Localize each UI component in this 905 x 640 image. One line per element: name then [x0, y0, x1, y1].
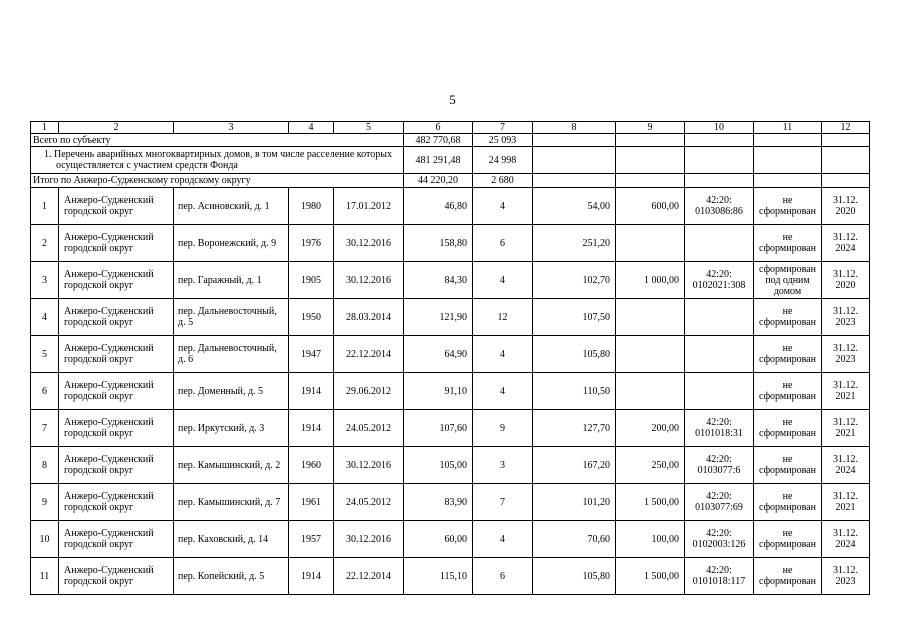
municipality-cell: Анжеро-Судженский городской округ [59, 558, 174, 595]
municipality-cell: Анжеро-Судженский городской округ [59, 225, 174, 262]
deadline-cell: 31.12. 2023 [822, 299, 870, 336]
status-cell: сформирован под одним домом [754, 262, 822, 299]
area-cell: 91,10 [404, 373, 473, 410]
year-cell: 1960 [289, 447, 334, 484]
col9-cell [616, 299, 685, 336]
area-cell: 64,90 [404, 336, 473, 373]
deadline-cell: 31.12. 2024 [822, 225, 870, 262]
col9-cell: 250,00 [616, 447, 685, 484]
deadline-cell: 31.12. 2021 [822, 410, 870, 447]
address-cell: пер. Камышинский, д. 7 [174, 484, 289, 521]
col8-cell: 54,00 [533, 188, 616, 225]
municipality-cell: Анжеро-Судженский городской округ [59, 373, 174, 410]
col9-cell [616, 225, 685, 262]
row-number: 2 [31, 225, 59, 262]
column-number: 8 [533, 122, 616, 134]
deadline-cell: 31.12. 2021 [822, 484, 870, 521]
col9-cell: 200,00 [616, 410, 685, 447]
municipality-cell: Анжеро-Судженский городской округ [59, 299, 174, 336]
people-cell: 4 [473, 373, 533, 410]
column-number: 11 [754, 122, 822, 134]
status-cell: не сформирован [754, 225, 822, 262]
table-row [31, 521, 870, 558]
address-cell: пер. Дальневосточный, д. 6 [174, 336, 289, 373]
date-cell: 24.05.2012 [334, 484, 404, 521]
row-number: 6 [31, 373, 59, 410]
col9-cell [616, 336, 685, 373]
status-cell: не сформирован [754, 484, 822, 521]
area-cell: 84,30 [404, 262, 473, 299]
row-number: 7 [31, 410, 59, 447]
fund-section-label: 1. Перечень аварийных многоквартирных домов, в том числе расселение которых осуществляется с участием средств Фонда [31, 147, 404, 174]
table-row [31, 188, 870, 225]
address-cell: пер. Доменный, д. 5 [174, 373, 289, 410]
people-cell: 4 [473, 521, 533, 558]
address-cell: пер. Каховский, д. 14 [174, 521, 289, 558]
people-cell: 9 [473, 410, 533, 447]
col9-cell [616, 373, 685, 410]
people-cell: 3 [473, 447, 533, 484]
status-cell: не сформирован [754, 558, 822, 595]
row-number: 1 [31, 188, 59, 225]
address-cell: пер. Воронежский, д. 9 [174, 225, 289, 262]
col9-cell: 600,00 [616, 188, 685, 225]
col8-cell: 127,70 [533, 410, 616, 447]
fund-section-row [31, 147, 870, 174]
fund-section-area: 481 291,48 [404, 147, 473, 174]
col8-cell: 105,80 [533, 336, 616, 373]
row-number: 11 [31, 558, 59, 595]
address-cell: пер. Иркутский, д. 3 [174, 410, 289, 447]
cadastral-cell [685, 225, 754, 262]
total-subject-label: Всего по субъекту [31, 134, 404, 147]
deadline-cell: 31.12. 2020 [822, 262, 870, 299]
status-cell: не сформирован [754, 299, 822, 336]
municipality-total-row [31, 174, 870, 188]
year-cell: 1905 [289, 262, 334, 299]
status-cell: не сформирован [754, 521, 822, 558]
table-row [31, 373, 870, 410]
year-cell: 1980 [289, 188, 334, 225]
area-cell: 46,80 [404, 188, 473, 225]
column-number: 1 [31, 122, 59, 134]
deadline-cell: 31.12. 2021 [822, 373, 870, 410]
status-cell: не сформирован [754, 373, 822, 410]
year-cell: 1914 [289, 558, 334, 595]
municipality-cell: Анжеро-Судженский городской округ [59, 447, 174, 484]
deadline-cell: 31.12. 2020 [822, 188, 870, 225]
area-cell: 115,10 [404, 558, 473, 595]
year-cell: 1914 [289, 373, 334, 410]
area-cell: 158,80 [404, 225, 473, 262]
municipality-cell: Анжеро-Судженский городской округ [59, 484, 174, 521]
date-cell: 22.12.2014 [334, 558, 404, 595]
date-cell: 22.12.2014 [334, 336, 404, 373]
deadline-cell: 31.12. 2023 [822, 558, 870, 595]
municipality-total-area: 44 220,20 [404, 174, 473, 188]
date-cell: 29.06.2012 [334, 373, 404, 410]
cadastral-cell [685, 336, 754, 373]
people-cell: 4 [473, 336, 533, 373]
table-row [31, 484, 870, 521]
people-cell: 6 [473, 225, 533, 262]
fund-section-people: 24 998 [473, 147, 533, 174]
column-number: 3 [174, 122, 289, 134]
col9-cell: 100,00 [616, 521, 685, 558]
cadastral-cell: 42:20: 0103077:6 [685, 447, 754, 484]
row-number: 5 [31, 336, 59, 373]
table-row [31, 299, 870, 336]
deadline-cell: 31.12. 2024 [822, 447, 870, 484]
people-cell: 7 [473, 484, 533, 521]
year-cell: 1914 [289, 410, 334, 447]
col8-cell: 107,50 [533, 299, 616, 336]
status-cell: не сформирован [754, 410, 822, 447]
deadline-cell: 31.12. 2023 [822, 336, 870, 373]
cadastral-cell: 42:20: 0101018:31 [685, 410, 754, 447]
col8-cell: 102,70 [533, 262, 616, 299]
year-cell: 1961 [289, 484, 334, 521]
area-cell: 121,90 [404, 299, 473, 336]
table-row [31, 336, 870, 373]
municipality-cell: Анжеро-Судженский городской округ [59, 410, 174, 447]
table-row [31, 558, 870, 595]
date-cell: 17.01.2012 [334, 188, 404, 225]
cadastral-cell: 42:20: 0103086:86 [685, 188, 754, 225]
people-cell: 4 [473, 262, 533, 299]
page-number: 5 [449, 92, 456, 107]
municipality-total-people: 2 680 [473, 174, 533, 188]
table-row [31, 225, 870, 262]
col8-cell: 105,80 [533, 558, 616, 595]
status-cell: не сформирован [754, 447, 822, 484]
column-number: 9 [616, 122, 685, 134]
area-cell: 105,00 [404, 447, 473, 484]
date-cell: 30.12.2016 [334, 225, 404, 262]
col9-cell: 1 500,00 [616, 484, 685, 521]
area-cell: 83,90 [404, 484, 473, 521]
area-cell: 60,00 [404, 521, 473, 558]
municipality-cell: Анжеро-Судженский городской округ [59, 521, 174, 558]
total-subject-people: 25 093 [473, 134, 533, 147]
header-row [31, 122, 870, 134]
row-number: 10 [31, 521, 59, 558]
deadline-cell: 31.12. 2024 [822, 521, 870, 558]
year-cell: 1957 [289, 521, 334, 558]
date-cell: 24.05.2012 [334, 410, 404, 447]
table-row [31, 447, 870, 484]
municipality-cell: Анжеро-Судженский городской округ [59, 188, 174, 225]
table-row [31, 410, 870, 447]
cadastral-cell: 42:20: 0102003:126 [685, 521, 754, 558]
municipality-total-label: Итого по Анжеро-Судженскому городскому округу [31, 174, 404, 188]
col8-cell: 167,20 [533, 447, 616, 484]
row-number: 9 [31, 484, 59, 521]
address-cell: пер. Камышинский, д. 2 [174, 447, 289, 484]
col8-cell: 251,20 [533, 225, 616, 262]
col9-cell: 1 000,00 [616, 262, 685, 299]
column-number: 4 [289, 122, 334, 134]
total-subject-area: 482 770,68 [404, 134, 473, 147]
year-cell: 1947 [289, 336, 334, 373]
status-cell: не сформирован [754, 188, 822, 225]
date-cell: 30.12.2016 [334, 447, 404, 484]
year-cell: 1950 [289, 299, 334, 336]
row-number: 4 [31, 299, 59, 336]
row-number: 3 [31, 262, 59, 299]
cadastral-cell: 42:20: 0101018:117 [685, 558, 754, 595]
column-number: 7 [473, 122, 533, 134]
address-cell: пер. Гаражный, д. 1 [174, 262, 289, 299]
cadastral-cell [685, 373, 754, 410]
housing-table [30, 121, 870, 595]
cadastral-cell: 42:20: 0102021:308 [685, 262, 754, 299]
col8-cell: 101,20 [533, 484, 616, 521]
col8-cell: 70,60 [533, 521, 616, 558]
people-cell: 6 [473, 558, 533, 595]
date-cell: 30.12.2016 [334, 262, 404, 299]
date-cell: 28.03.2014 [334, 299, 404, 336]
area-cell: 107,60 [404, 410, 473, 447]
row-number: 8 [31, 447, 59, 484]
status-cell: не сформирован [754, 336, 822, 373]
date-cell: 30.12.2016 [334, 521, 404, 558]
cadastral-cell [685, 299, 754, 336]
column-number: 12 [822, 122, 870, 134]
address-cell: пер. Дальневосточный, д. 5 [174, 299, 289, 336]
municipality-cell: Анжеро-Судженский городской округ [59, 262, 174, 299]
column-number: 10 [685, 122, 754, 134]
column-number: 2 [59, 122, 174, 134]
table-row [31, 262, 870, 299]
column-number: 6 [404, 122, 473, 134]
total-subject-row [31, 134, 870, 147]
column-number: 5 [334, 122, 404, 134]
col8-cell: 110,50 [533, 373, 616, 410]
year-cell: 1976 [289, 225, 334, 262]
people-cell: 12 [473, 299, 533, 336]
col9-cell: 1 500,00 [616, 558, 685, 595]
municipality-cell: Анжеро-Судженский городской округ [59, 336, 174, 373]
people-cell: 4 [473, 188, 533, 225]
address-cell: пер. Копейский, д. 5 [174, 558, 289, 595]
address-cell: пер. Асиновский, д. 1 [174, 188, 289, 225]
cadastral-cell: 42:20: 0103077:69 [685, 484, 754, 521]
